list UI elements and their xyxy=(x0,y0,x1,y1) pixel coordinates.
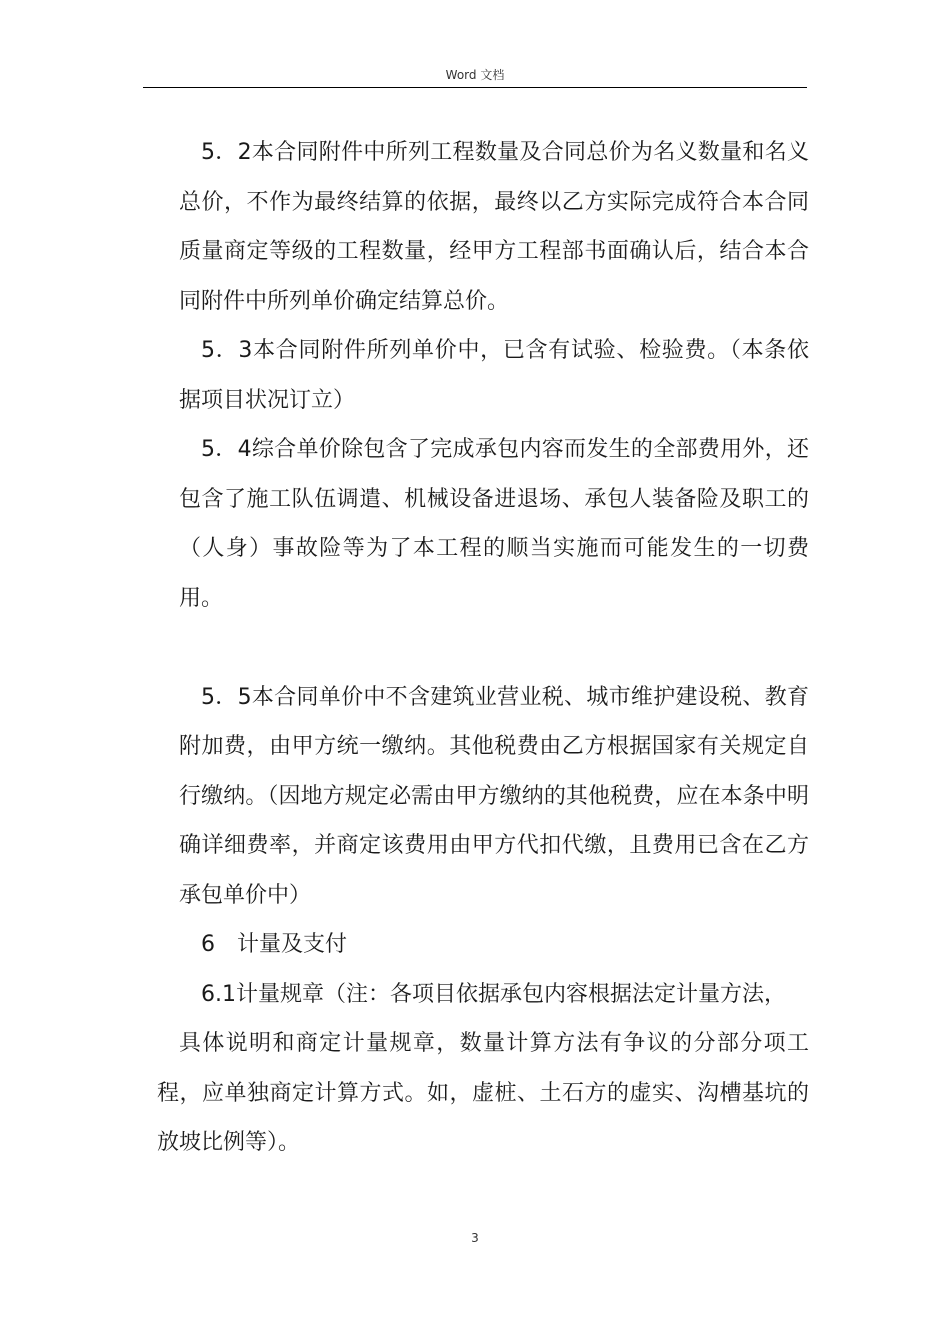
clause-5-2: 5．2本合同附件中所列工程数量及合同总价为名义数量和名义总价，不作为最终结算的依据，最终以乙方实际完成符合本合同质量商定等级的工程数量，经甲方工程部书面确认后，结合本合同附件中所列单价确定结算总价。 xyxy=(179,140,809,314)
section-6-heading: 6 计量及支付 xyxy=(201,932,347,957)
clause-6-1 xyxy=(157,970,809,1168)
clause-5-4: 5．4综合单价除包含了完成承包内容而发生的全部费用外，还包含了施工队伍调遣、机械设备进退场、承包人装备险及职工的（人身）事故险等为了本工程的顺当实施而可能发生的一切费用。 xyxy=(179,437,809,611)
clause-6-1-rest: 具体说明和商定计量规章，数量计算方法有争议的分部分项工程，应单独商定计算方式。如，虚桩、土石方的虚实、沟槽基坑的放坡比例等）。 xyxy=(157,1031,809,1155)
document-body xyxy=(157,128,809,1168)
page-number: 3 xyxy=(471,1231,479,1245)
clause-5-5: 5．5本合同单价中不含建筑业营业税、城市维护建设税、教育附加费，由甲方统一缴纳。其他税费由乙方根据国家有关规定自行缴纳。（因地方规定必需由甲方缴纳的其他税费，应在本条中明确详细费率，并商定该费用由甲方代扣代缴，且费用已含在乙方承包单价中） xyxy=(179,684,809,908)
clause-6-1-first-line: 6.1计量规章（注：各项目依据承包内容根据法定计量方法， xyxy=(201,981,786,1007)
header-divider xyxy=(143,87,807,88)
clause-5-3: 5．3本合同附件所列单价中，已含有试验、检验费。（本条依据项目状况订立） xyxy=(179,338,809,413)
header-title: Word 文档 xyxy=(445,68,505,82)
